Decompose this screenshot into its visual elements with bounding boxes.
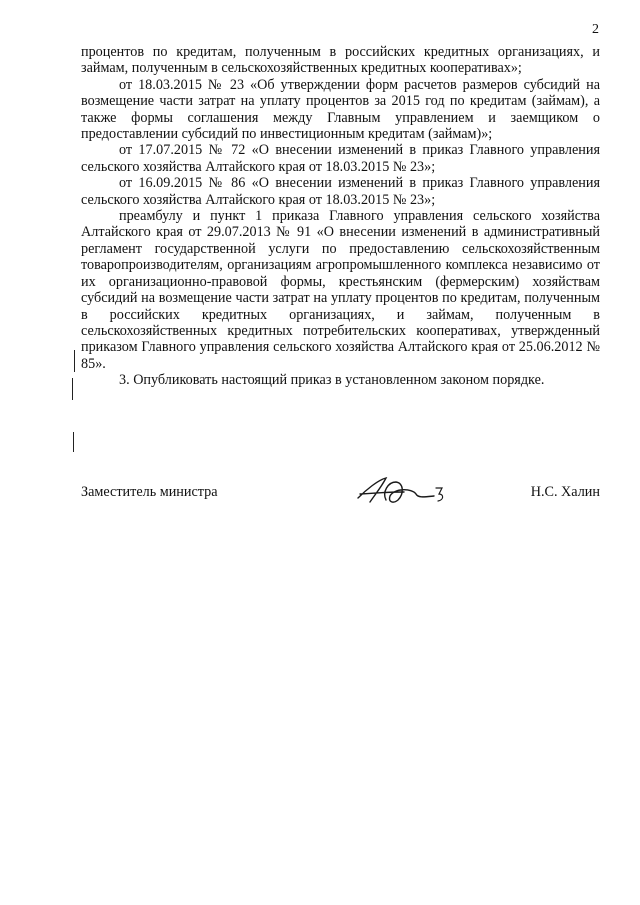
signer-name: Н.С. Халин [530, 484, 600, 500]
paragraph: преамбулу и пункт 1 приказа Главного управления сельского хозяйства Алтайского края от 29.07.2013 № 91 «О внесении изменений в административный регламент государственной услуги по предоставлению сельскохозяйственным товаропроизводителям, организациям агропромышленного комплекса независимо от их организационно-правовой формы, крестьянским (фермерским) хозяйствам субсидий на возмещение части затрат на уплату процентов по кредитам, полученным в российских кредитных организациях, и займам, полученным в сельскохозяйственных кредитных потребительских кооперативах, утвержденный приказом Главного управления сельского хозяйства Алтайского края от 25.06.2012 № 85». [81, 208, 600, 372]
margin-mark [73, 432, 74, 452]
page-number: 2 [592, 22, 599, 37]
signer-position: Заместитель министра [81, 484, 218, 500]
paragraph: от 18.03.2015 № 23 «Об утверждении форм расчетов размеров субсидий на возмещение части затрат на уплату процентов за 2015 год по кредитам (займам), а также формы соглашения между Главным управлением и заемщиком о предоставлении субсидий по инвестиционным кредитам (займам)»; [81, 76, 600, 143]
paragraph: процентов по кредитам, полученным в российских кредитных организациях, и займам, полученным в сельскохозяйственных кредитных кооперативах»; [81, 44, 600, 77]
paragraph: 3. Опубликовать настоящий приказ в установленном законом порядке. [119, 372, 545, 389]
margin-mark [74, 350, 75, 372]
margin-mark [72, 378, 73, 400]
paragraph: от 16.09.2015 № 86 «О внесении изменений в приказ Главного управления сельского хозяйства Алтайского края от 18.03.2015 № 23»; [81, 175, 600, 208]
document-body [81, 44, 600, 389]
handwritten-signature [352, 470, 452, 510]
signature-block [81, 482, 600, 506]
paragraph: от 17.07.2015 № 72 «О внесении изменений в приказ Главного управления сельского хозяйства Алтайского края от 18.03.2015 № 23»; [81, 142, 600, 175]
